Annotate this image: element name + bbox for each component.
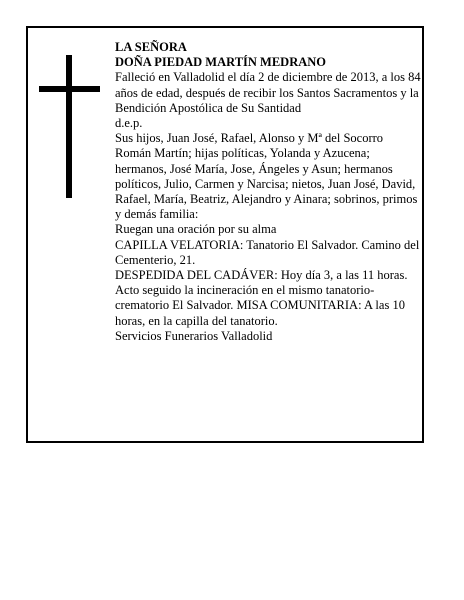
prayer-request: Ruegan una oración por su alma — [115, 222, 277, 237]
farewell-info: DESPEDIDA DEL CADÁVER: Hoy día 3, a las 11 horas. Acto seguido la incineración en el mismo tanatorio-crematorio El Salvador. MISA COMUNITARIA: A las 10 horas, en la capilla del tanatorio. — [115, 268, 408, 328]
obituary-notice — [26, 26, 424, 443]
death-announcement: Falleció en Valladolid el día 2 de diciembre de 2013, a los 84 años de edad, después de recibir los Santos Sacramentos y la Bendición Apostólica de Su Santidad — [115, 70, 421, 115]
cross-horizontal-bar — [39, 86, 100, 92]
cross-vertical-bar — [66, 55, 72, 198]
cross-icon — [39, 55, 100, 198]
funeral-services: Servicios Funerarios Valladolid — [115, 328, 273, 343]
chapel-info: CAPILLA VELATORIA: Tanatorio El Salvador. Camino del Cementerio, 21. — [115, 237, 420, 267]
honorific: LA SEÑORA — [115, 40, 187, 54]
notice-text — [115, 40, 421, 344]
rip-abbreviation: d.e.p. — [115, 116, 143, 131]
deceased-name: DOÑA PIEDAD MARTÍN MEDRANO — [115, 55, 327, 70]
family-list: Sus hijos, Juan José, Rafael, Alonso y Mª del Socorro Román Martín; hijas políticas, Yolanda y Azucena; hermanos, José María, Jose, Ángeles y Asun; hermanos políticos, Julio, Carmen y Narcisa; nietos, Juan José, David, Rafael, María, Beatriz, Alejandro y Ainara; sobrinos, primos y demás familia: — [115, 131, 418, 222]
